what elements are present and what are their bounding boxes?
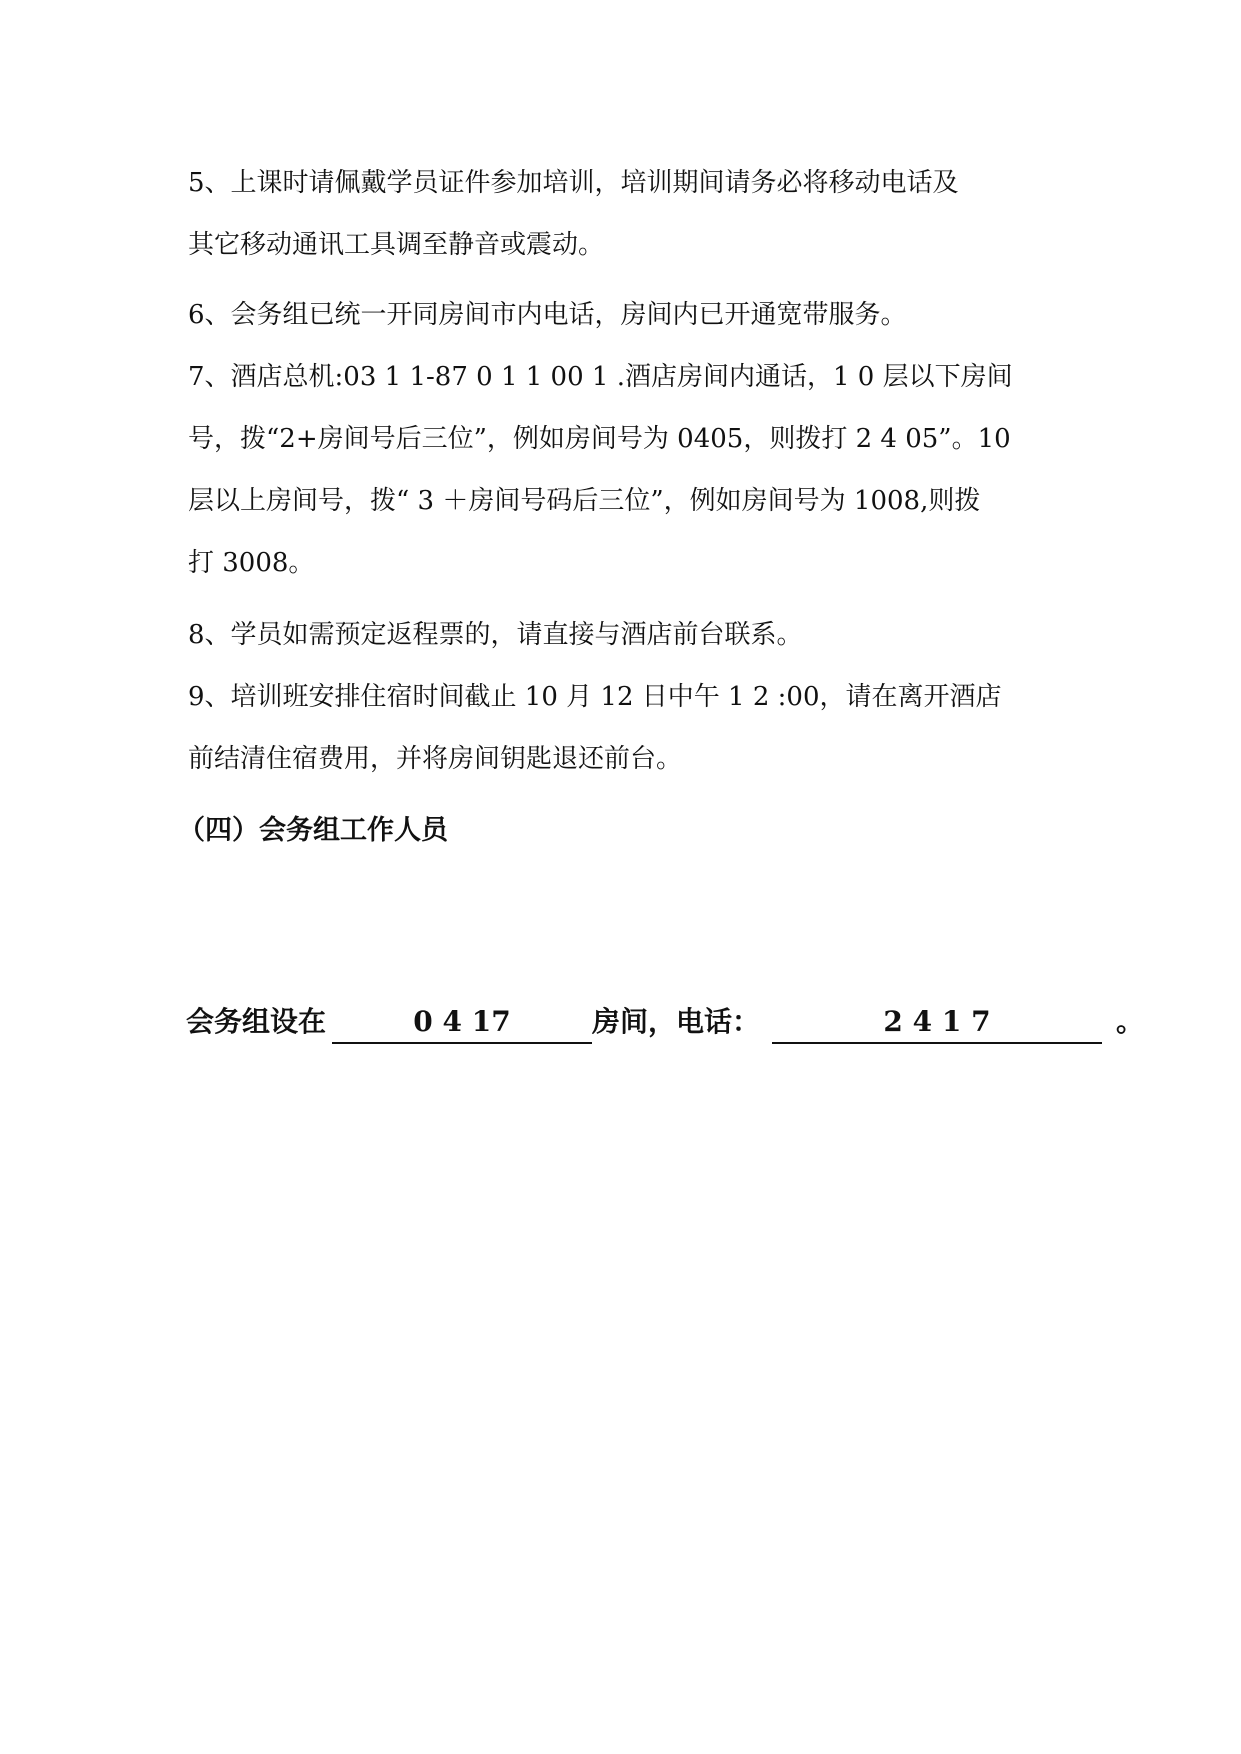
notice-item-9-line-1: 9、培训班安排住宿时间截止 10 月 12 日中午 1 2 :00，请在离开酒店 <box>188 682 1002 712</box>
notice-item-7-line-2: 号，拨“2+房间号后三位”，例如房间号为 0405，则拨打 2 4 05”。10 <box>188 424 1011 454</box>
room-number-field: 0 4 17 <box>332 1000 592 1044</box>
notice-item-9-line-2: 前结清住宿费用，并将房间钥匙退还前台。 <box>188 744 683 774</box>
notice-item-5 <box>188 152 1068 276</box>
contact-lead-text: 会务组设在 <box>186 1005 327 1038</box>
notice-item-6 <box>188 284 1068 346</box>
notice-item-9 <box>188 666 1068 790</box>
contact-tail-text: 。 <box>1116 1005 1145 1038</box>
notice-item-5-line-1: 5、上课时请佩戴学员证件参加培训，培训期间请务必将移动电话及 <box>188 168 959 198</box>
notice-item-8 <box>188 604 1068 666</box>
notice-item-7-line-3: 层以上房间号，拨“ 3 ＋房间号码后三位”，例如房间号为 1008,则拨 <box>188 486 981 516</box>
notice-item-7-line-1: 7、酒店总机:03 1 1-87 0 1 1 00 1 .酒店房间内通话，1 0 层以下房间 <box>188 362 1013 392</box>
section-heading: （四）会务组工作人员 <box>178 815 448 846</box>
notice-item-7-line-4: 打 3008。 <box>188 548 315 578</box>
notice-item-8-line-1: 8、学员如需预定返程票的，请直接与酒店前台联系。 <box>188 620 803 650</box>
notice-item-6-line-1: 6、会务组已统一开同房间市内电话，房间内已开通宽带服务。 <box>188 300 907 330</box>
contact-middle-text: 房间，电话： <box>592 1005 761 1038</box>
notice-item-5-line-2: 其它移动通讯工具调至静音或震动。 <box>188 230 605 260</box>
notice-item-7 <box>188 346 1068 594</box>
phone-number-field: 2 4 1 7 <box>772 1000 1102 1044</box>
